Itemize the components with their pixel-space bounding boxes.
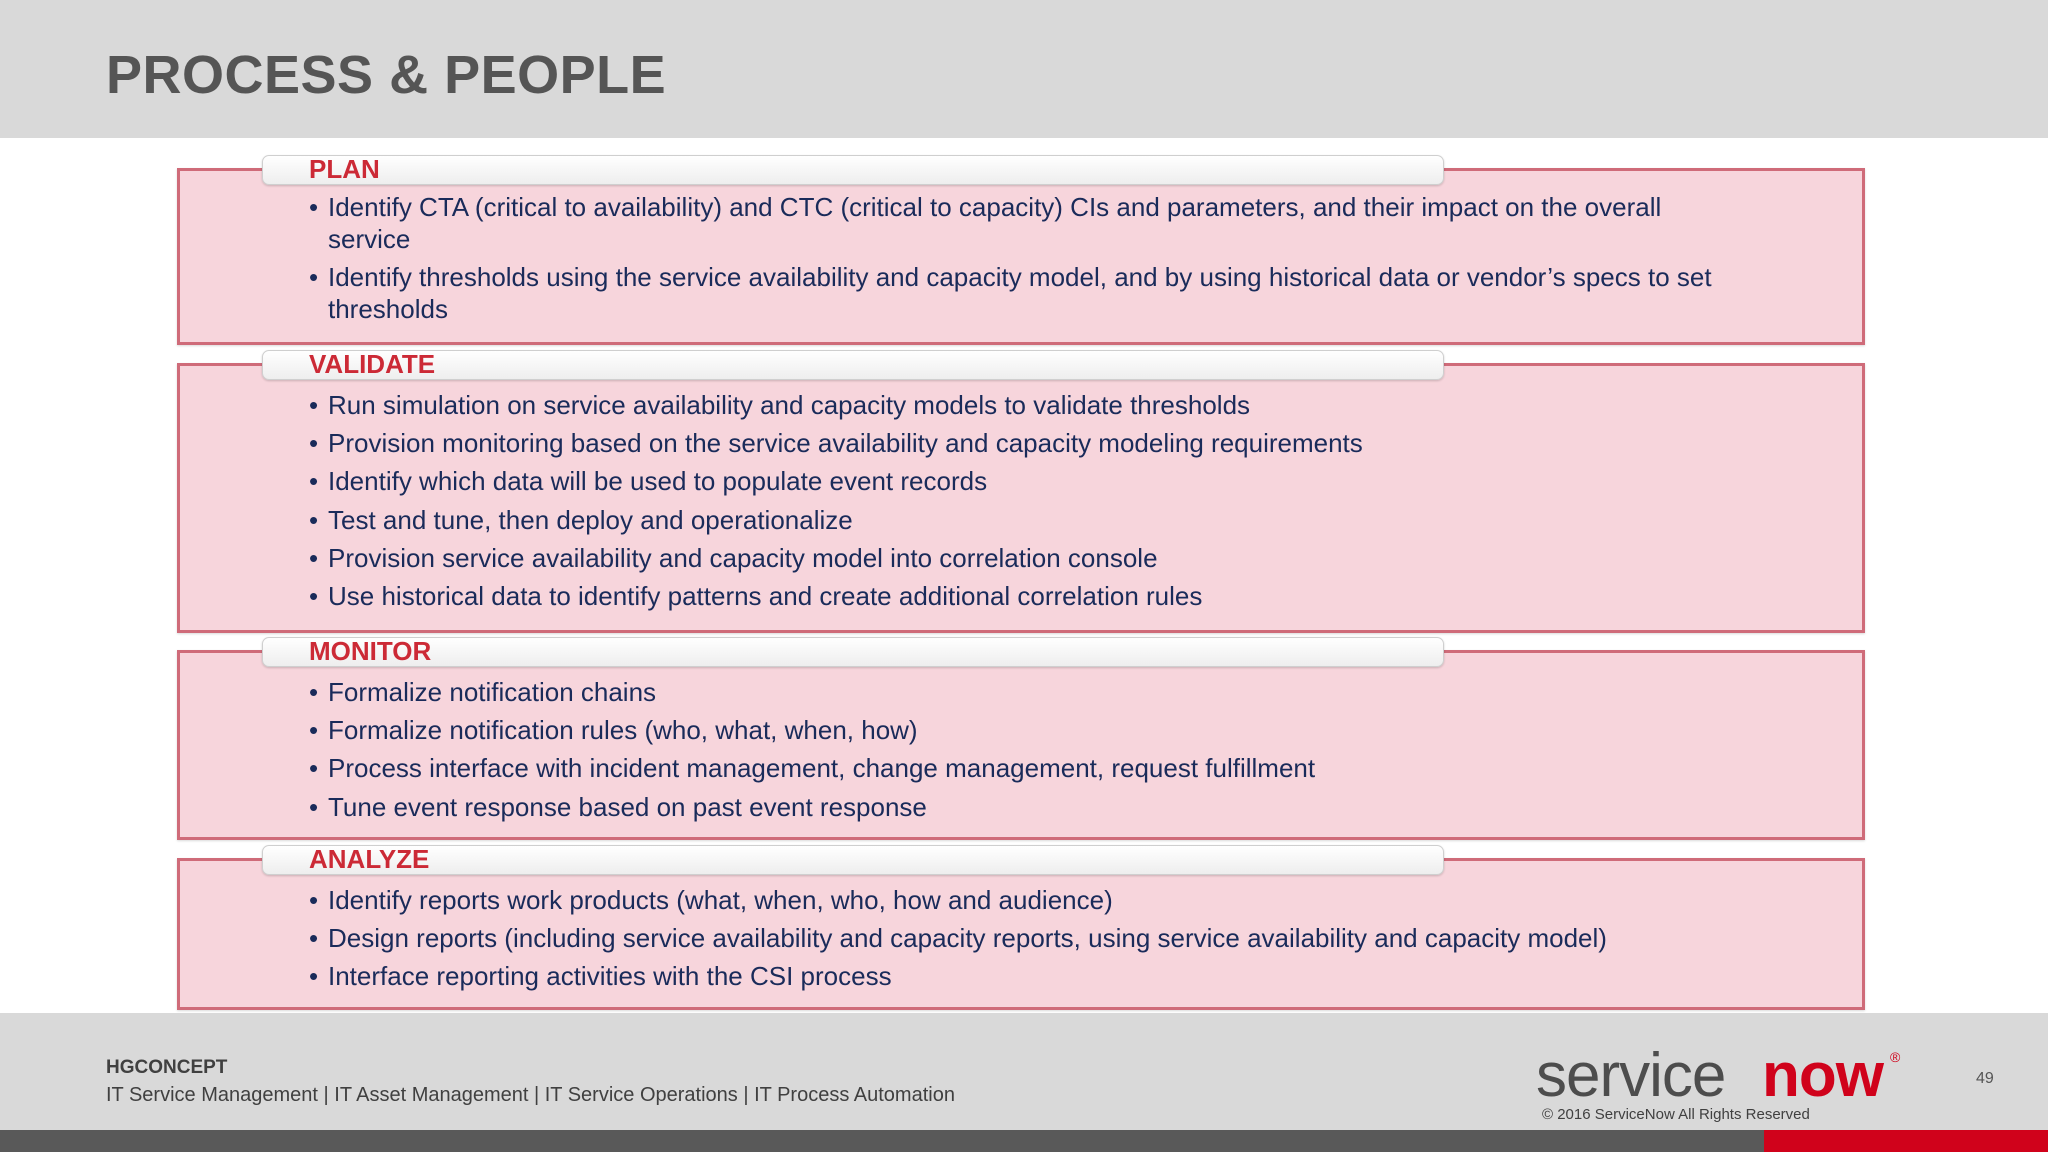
section-monitor-title: MONITOR: [309, 636, 432, 666]
section-monitor-tab: [262, 637, 1444, 667]
list-item: • Formalize notification rules (who, what, when, how): [309, 711, 1749, 749]
logo-text-service: service: [1536, 1041, 1726, 1110]
section-plan-tab: [262, 155, 1444, 185]
list-item: • Provision service availability and capacity model into correlation console: [309, 539, 1749, 577]
list-item: • Identify thresholds using the service availability and capacity model, and by using historical data or vendor’s specs to set thresholds: [309, 261, 1749, 325]
servicenow-logo: [1536, 1040, 1906, 1110]
list-item: • Interface reporting activities with the CSI process: [309, 957, 1869, 995]
section-validate-tab: [262, 350, 1444, 380]
section-monitor-bullets: [309, 673, 1749, 826]
section-plan-bullets: [309, 191, 1749, 325]
list-item: • Identify reports work products (what, when, who, how and audience): [309, 881, 1869, 919]
footer-accent-bar: [1764, 1130, 2048, 1152]
section-plan-title: PLAN: [309, 154, 380, 184]
section-validate-title: VALIDATE: [309, 349, 436, 379]
company-name: HGCONCEPT: [106, 1057, 228, 1078]
logo-registered-mark: ®: [1890, 1049, 1901, 1065]
page-title: PROCESS & PEOPLE: [106, 45, 667, 105]
list-item: • Identify CTA (critical to availability) and CTC (critical to capacity) CIs and parameters, and their impact on the overall service: [309, 191, 1749, 255]
list-item: • Process interface with incident management, change management, request fulfillment: [309, 749, 1749, 787]
list-item: • Use historical data to identify patterns and create additional correlation rules: [309, 577, 1749, 615]
list-item: • Run simulation on service availability and capacity models to validate thresholds: [309, 386, 1749, 424]
section-analyze-tab: [262, 845, 1444, 875]
section-validate-bullets: [309, 386, 1749, 615]
list-item: • Identify which data will be used to populate event records: [309, 462, 1749, 500]
page-number: 49: [1976, 1070, 1994, 1087]
list-item: • Formalize notification chains: [309, 673, 1749, 711]
list-item: • Design reports (including service availability and capacity reports, using service availability and capacity model): [309, 919, 1869, 957]
footer-tagline: IT Service Management | IT Asset Management | IT Service Operations | IT Process Automation: [106, 1084, 955, 1106]
list-item: • Tune event response based on past event response: [309, 788, 1749, 826]
copyright: © 2016 ServiceNow All Rights Reserved: [1542, 1106, 1810, 1123]
list-item: • Test and tune, then deploy and operationalize: [309, 501, 1749, 539]
list-item: • Provision monitoring based on the service availability and capacity modeling requirements: [309, 424, 1749, 462]
footer-bar: [0, 1130, 2048, 1152]
logo-text-now: now: [1762, 1041, 1883, 1110]
section-analyze-bullets: [309, 881, 1869, 996]
section-analyze-title: ANALYZE: [309, 844, 430, 874]
